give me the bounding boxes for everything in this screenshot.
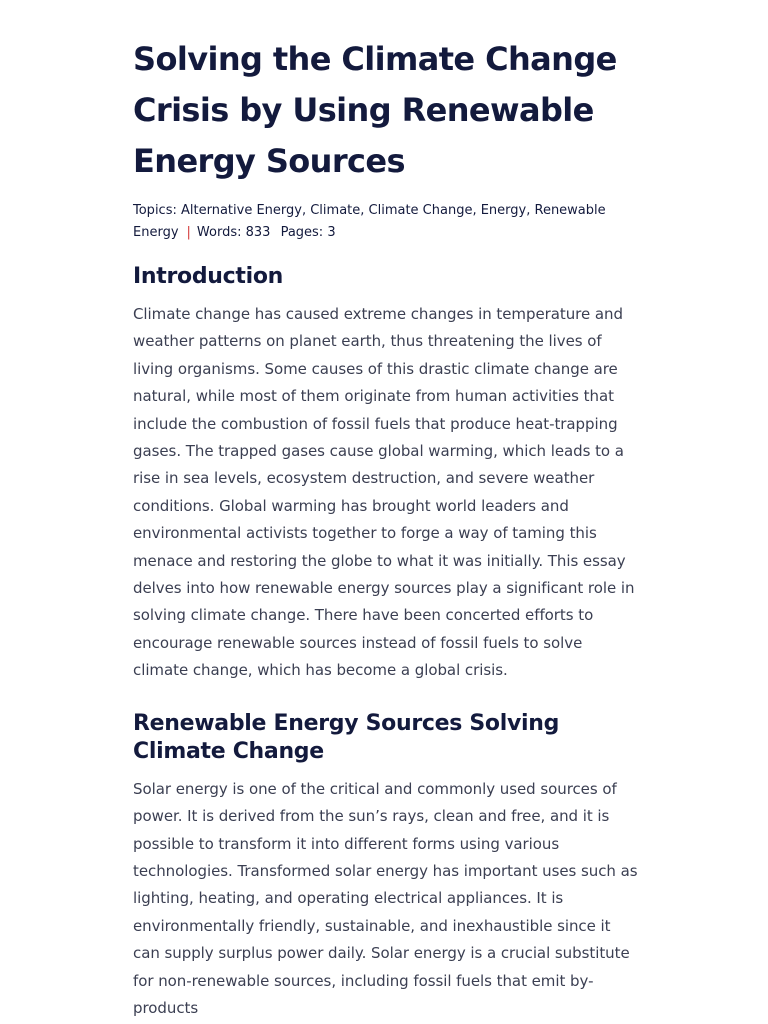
- topics-list[interactable]: Alternative Energy, Climate, Climate Change, Energy, Renewable Energy: [133, 203, 606, 240]
- meta-separator: |: [186, 225, 191, 240]
- section-heading-renewable-energy: Renewable Energy Sources Solving Climate Change: [133, 710, 560, 764]
- page-count: Pages: 3: [280, 225, 336, 240]
- section-heading-introduction: Introduction: [133, 264, 284, 289]
- word-count: Words: 833: [196, 225, 271, 240]
- section-body-renewable-energy: Solar energy is one of the critical and commonly used sources of power. It is derived from the sun’s rays, clean and free, and it is possible to transform it into different forms using various technologies. Transformed solar energy has important uses such as lighting, heating, and operating electrical appliances. It is environmentally friendly, sustainable, and inexhaustible since it can supply surplus power daily. Solar energy is a crucial substitute for non-renewable sources, including fossil fuels that emit by-products: [133, 779, 638, 1017]
- essay-meta: [133, 200, 639, 244]
- topics-label: Topics:: [133, 203, 177, 218]
- essay-title: Solving the Climate Change Crisis by Using Renewable Energy Sources: [133, 40, 617, 180]
- essay-page: [133, 34, 639, 1022]
- section-body-introduction: Climate change has caused extreme changes in temperature and weather patterns on planet earth, thus threatening the lives of living organisms. Some causes of this drastic climate change are natural, while most of them originate from human activities that include the combustion of fossil fuels that produce heat-trapping gases. The trapped gases cause global warming, which leads to a rise in sea levels, ecosystem destruction, and severe weather conditions. Global warming has brought world leaders and environmental activists together to forge a way of taming this menace and restoring the globe to what it was initially. This essay delves into how renewable energy sources play a significant role in solving climate change. There have been concerted efforts to encourage renewable sources instead of fossil fuels to solve climate change, which has become a global crisis.: [133, 305, 635, 680]
